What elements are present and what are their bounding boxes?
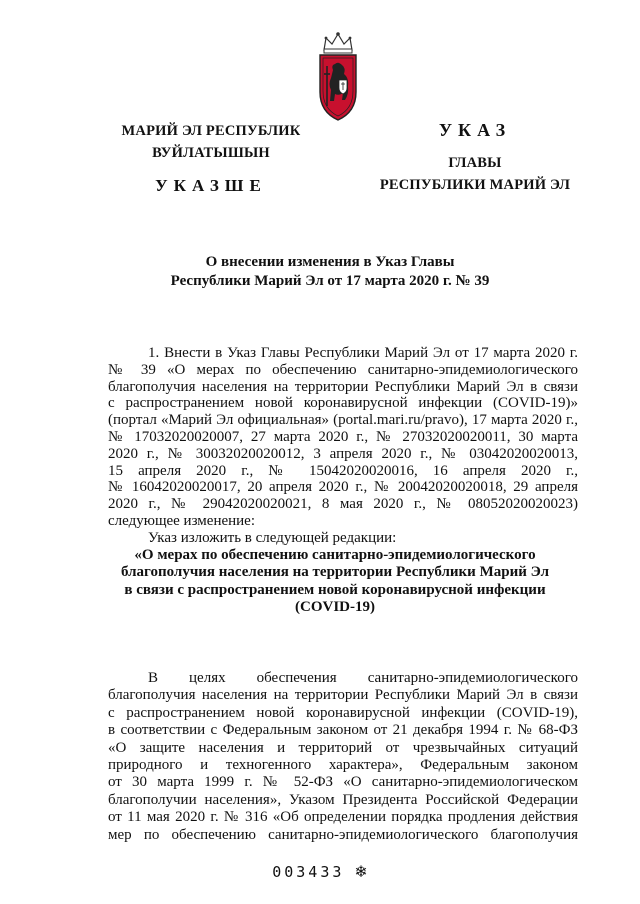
new-decree-title [110, 547, 560, 616]
paragraph-line: в соответствии с Федеральным законом от 21 декабря 1994 г. № 68-ФЗ [108, 722, 578, 739]
header-right-line1: УКАЗ [438, 120, 512, 140]
decree-title [110, 253, 550, 291]
paragraph-line: мер по обеспечению санитарно-эпидемиологического благополучия [108, 826, 578, 843]
header-left-line3: УКАЗШЕ [155, 176, 267, 195]
paragraph-line: благополучия населения на территории Республики Марий Эл в связи [108, 687, 578, 704]
new-title-line: благополучия населения на территории Республики Марий Эл [120, 564, 550, 581]
paragraph-line: с распространением новой коронавирусной инфекции (COVID-19)» [108, 395, 578, 412]
paragraph-line: следующее изменение: [108, 512, 256, 529]
edit-instruction: Указ изложить в следующей редакции: [148, 530, 397, 546]
paragraph-line: № 39 «О мерах по обеспечению санитарно-эпидемиологического [108, 361, 578, 378]
paragraph-line: от 30 марта 1999 г. № 52-ФЗ «О санитарно-эпидемиологическом [108, 774, 578, 791]
new-title-line: в связи с распространением новой коронавирусной инфекции [124, 581, 546, 598]
paragraph-line: (портал «Марий Эл официальная» (portal.mari.ru/pravo), 17 марта 2020 г., [108, 412, 578, 429]
coat-of-arms-emblem [316, 30, 360, 122]
paragraph-line: 15 апреля 2020 г., № 15042020020016, 16 апреля 2020 г., [108, 462, 578, 479]
document-serial [0, 862, 640, 881]
new-title-line: «О мерах по обеспечению санитарно-эпидемиологического [134, 547, 536, 563]
paragraph-line: В целях обеспечения санитарно-эпидемиологического [148, 670, 578, 686]
paragraph-line: с распространением новой коронавирусной инфекции (COVID-19), [108, 704, 578, 721]
header-right-line3: РЕСПУБЛИКИ МАРИЙ ЭЛ [379, 177, 571, 193]
paragraph-line: 1. Внести в Указ Главы Республики Марий Эл от 17 марта 2020 г. [148, 345, 578, 361]
paragraph-2 [108, 670, 578, 844]
paragraph-line: от 11 мая 2020 г. № 316 «Об определении порядка продления действия [108, 809, 578, 826]
new-title-line: (COVID-19) [295, 598, 375, 615]
paragraph-1 [108, 345, 578, 530]
header-left-line2: ВУЙЛАТЫШЫН [152, 145, 270, 161]
decree-title-line: Республики Марий Эл от 17 марта 2020 г. № 39 [170, 273, 490, 289]
paragraph-line: благополучии населения», Указом Президента Российской Федерации [108, 791, 578, 808]
snowflake-icon: ❄ [354, 862, 368, 881]
header-left-line1: МАРИЙ ЭЛ РЕСПУБЛИК [121, 123, 301, 139]
paragraph-line: 2020 г., № 30032020020012, 3 апреля 2020 г., № 03042020020013, [108, 445, 578, 462]
paragraph-line: 2020 г., № 29042020020021, 8 мая 2020 г., № 08052020020023) [108, 496, 578, 513]
paragraph-line: благополучия населения на территории Республики Марий Эл в связи [108, 378, 578, 395]
paragraph-line: № 16042020020017, 20 апреля 2020 г., № 20042020020018, 29 апреля [108, 479, 578, 496]
decree-title-line: О внесении изменения в Указ Главы [205, 254, 455, 270]
paragraph-line: № 17032020020007, 27 марта 2020 г., № 27032020020011, 30 марта [108, 428, 578, 445]
serial-number: 003433 [272, 863, 345, 881]
header-right-line2: ГЛАВЫ [448, 155, 502, 171]
paragraph-line: «О защите населения и территорий от чрезвычайных ситуаций [108, 739, 578, 756]
paragraph-line: природного и техногенного характера», Федеральным законом [108, 756, 578, 773]
